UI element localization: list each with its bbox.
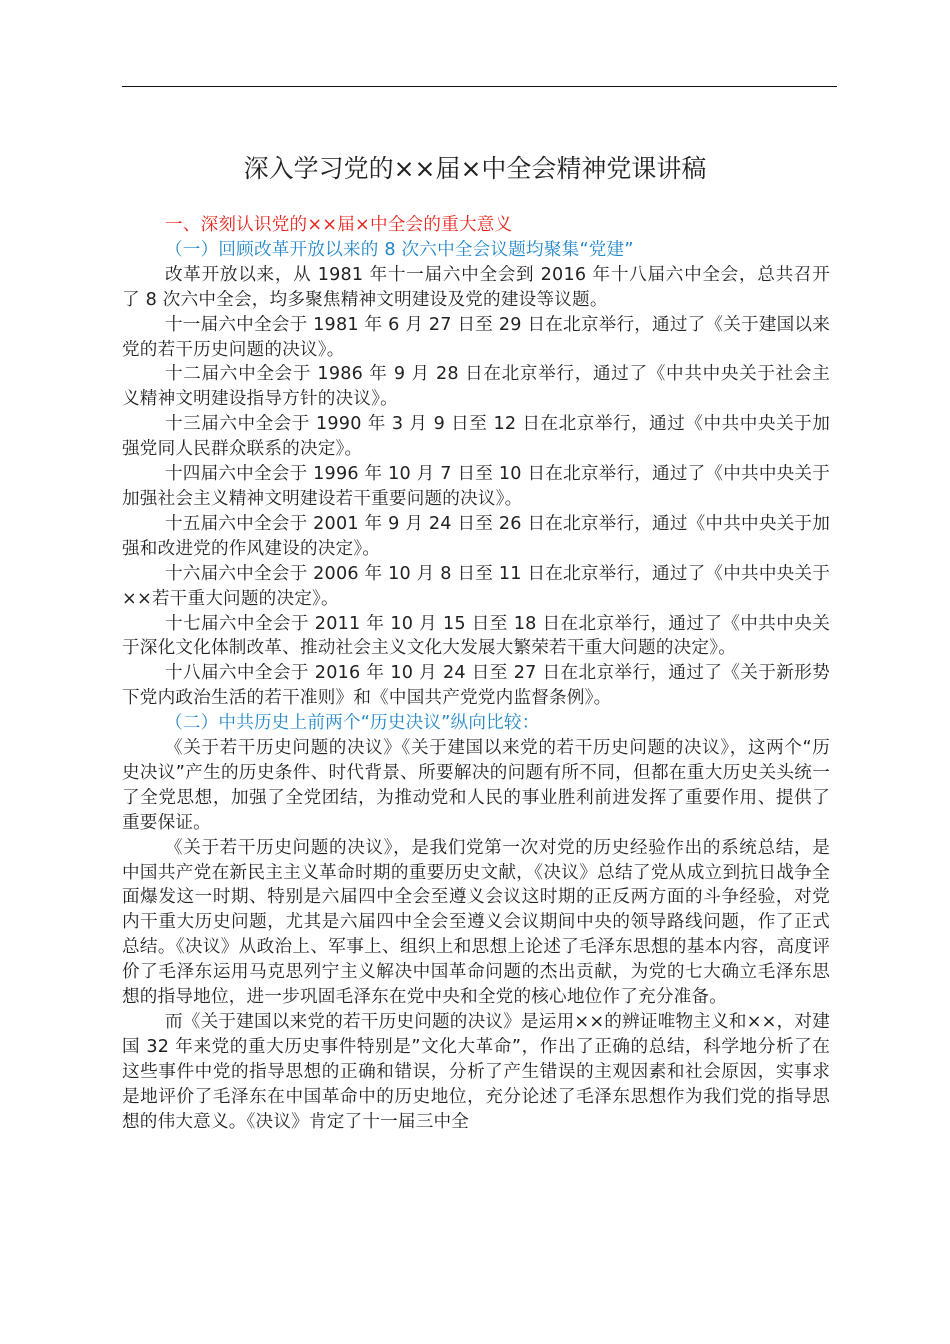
header-rule xyxy=(122,86,837,87)
paragraph: 十一届六中全会于 1981 年 6 月 27 日至 29 日在北京举行，通过了《关于建国以来党的若干历史问题的决议》。 xyxy=(122,314,830,360)
document-body xyxy=(122,213,830,1135)
paragraph: 十三届六中全会于 1990 年 3 月 9 日至 12 日在北京举行，通过《中共中央关于加强党同人民群众联系的决定》。 xyxy=(122,414,830,460)
paragraph: 十五届六中全会于 2001 年 9 月 24 日至 26 日在北京举行，通过《中共中央关于加强和改进党的作风建设的决定》。 xyxy=(122,513,830,559)
paragraph: 《关于若干历史问题的决议》《关于建国以来党的若干历史问题的决议》，这两个“历史决议”产生的历史条件、时代背景、所要解决的问题有所不同，但都在重大历史关头统一了全党思想，加强了全党团结，为推动党和人民的事业胜利前进发挥了重要作用、提供了重要保证。 xyxy=(122,738,830,833)
paragraph: 十七届六中全会于 2011 年 10 月 15 日至 18 日在北京举行，通过了《中共中央关于深化文化体制改革、推动社会主义文化大发展大繁荣若干重大问题的决定》。 xyxy=(122,613,830,659)
paragraph: 十六届六中全会于 2006 年 10 月 8 日至 11 日在北京举行，通过了《中共中央关于××若干重大问题的决定》。 xyxy=(122,563,830,609)
paragraph: 《关于若干历史问题的决议》，是我们党第一次对党的历史经验作出的系统总结，是中国共产党在新民主主义革命时期的重要历史文献，《决议》总结了党从成立到抗日战争全面爆发这一时期、特别是六届四中全会至遵义会议这时期的正反两方面的斗争经验，对党内干重大历史问题，尤其是六届四中全会至遵义会议期间中央的领导路线问题，作了正式总结。《决议》从政治上、军事上、组织上和思想上论述了毛泽东思想的基本内容，高度评价了毛泽东运用马克思列宁主义解决中国革命问题的杰出贡献，为党的七大确立毛泽东思想的指导地位，进一步巩固毛泽东在党中央和全党的核心地位作了充分准备。 xyxy=(122,837,830,1008)
paragraph: 十二届六中全会于 1986 年 9 月 28 日在北京举行，通过了《中共中央关于社会主义精神文明建设指导方针的决议》。 xyxy=(122,364,830,410)
document-title: 深入学习党的××届×中全会精神党课讲稿 xyxy=(243,154,707,183)
paragraph: 而《关于建国以来党的若干历史问题的决议》是运用××的辨证唯物主义和××，对建国 32 年来党的重大历史事件特别是”文化大革命”，作出了正确的总结，科学地分析了在这些事件中党的指导思想的正确和错误，分析了产生错误的主观因素和社会原因，实事求是地评价了毛泽东在中国革命中的历史地位，充分论述了毛泽东思想作为我们党的指导思想的伟大意义。《决议》肯定了十一届三中全 xyxy=(122,1012,830,1132)
subsection-heading: （一）回顾改革开放以来的 8 次六中全会议题均聚集“党建” xyxy=(165,239,634,260)
subsection-heading: （二）中共历史上前两个“历史决议”纵向比较： xyxy=(165,713,540,734)
section-heading: 一、深刻认识党的××届×中全会的重大意义 xyxy=(165,215,513,235)
paragraph: 十八届六中全会于 2016 年 10 月 24 日至 27 日在北京举行，通过了《关于新形势下党内政治生活的若干准则》和《中国共产党党内监督条例》。 xyxy=(122,663,830,709)
paragraph: 十四届六中全会于 1996 年 10 月 7 日至 10 日在北京举行，通过了《中共中央关于加强社会主义精神文明建设若干重要问题的决议》。 xyxy=(122,464,830,509)
paragraph: 改革开放以来，从 1981 年十一届六中全会到 2016 年十八届六中全会，总共召开了 8 次六中全会，均多聚焦精神文明建设及党的建设等议题。 xyxy=(122,264,830,310)
